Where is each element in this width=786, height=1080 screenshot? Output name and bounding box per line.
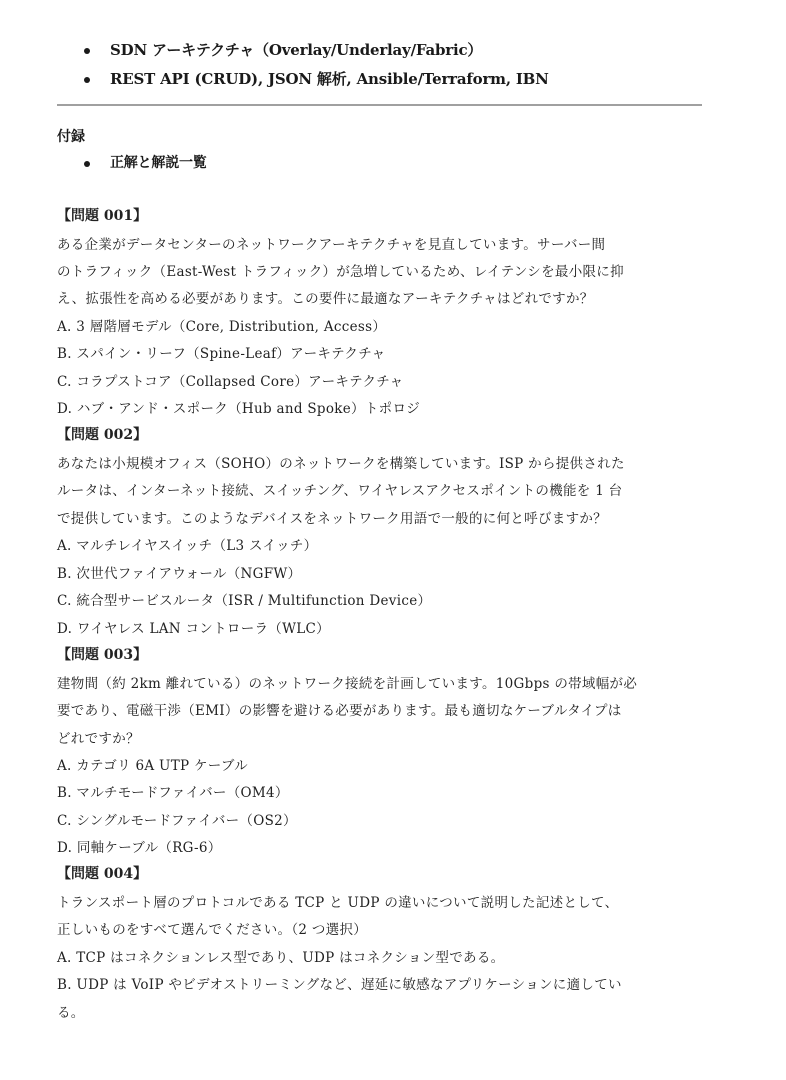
question-001-text-line: ある企業がデータセンターのネットワークアーキテクチャを見直しています。サーバー間 — [57, 237, 606, 253]
bullet-dot-icon — [84, 48, 90, 54]
question-002-text-line: ルータは、インターネット接続、スイッチング、ワイヤレスアクセスポイントの機能を 1 台 — [57, 483, 623, 499]
question-002-option-d: D. ワイヤレス LAN コントローラ（WLC） — [57, 621, 330, 637]
question-003-heading: 【問題 003】 — [57, 647, 148, 663]
question-002-option-b: B. 次世代ファイアウォール（NGFW） — [57, 566, 302, 582]
question-003-option-a: A. カテゴリ 6A UTP ケーブル — [57, 758, 248, 774]
question-004-option-a: A. TCP はコネクションレス型であり、UDP はコネクション型である。 — [57, 950, 505, 966]
question-001-option-b: B. スパイン・リーフ（Spine-Leaf）アーキテクチャ — [57, 346, 386, 362]
question-003-option-d: D. 同軸ケーブル（RG-6） — [57, 840, 222, 856]
bullet-item-rest-api: REST API (CRUD), JSON 解析, Ansible/Terraform, IBN — [110, 70, 549, 88]
question-002-text-line: あなたは小規模オフィス（SOHO）のネットワークを構築しています。ISP から提供された — [57, 456, 625, 472]
question-003-option-b: B. マルチモードファイバー（OM4） — [57, 785, 289, 801]
question-001-option-c: C. コラプストコア（Collapsed Core）アーキテクチャ — [57, 374, 404, 390]
bullet-item-sdn: SDN アーキテクチャ（Overlay/Underlay/Fabric） — [110, 41, 483, 59]
question-002-heading: 【問題 002】 — [57, 427, 148, 443]
question-003-text-line: 建物間（約 2km 離れている）のネットワーク接続を計画しています。10Gbps の帯域幅が必 — [57, 676, 638, 692]
question-003-text-line: どれですか？ — [57, 731, 140, 747]
question-001-option-d: D. ハブ・アンド・スポーク（Hub and Spoke）トポロジ — [57, 401, 421, 417]
question-004-heading: 【問題 004】 — [57, 866, 148, 882]
question-003-option-c: C. シングルモードファイバー（OS2） — [57, 813, 297, 829]
question-001-heading: 【問題 001】 — [57, 208, 148, 224]
bullet-dot-icon — [84, 161, 90, 167]
question-001-text-line: え、拡張性を高める必要があります。この要件に最適なアーキテクチャはどれですか？ — [57, 291, 594, 307]
question-002-text-line: で提供しています。このようなデバイスをネットワーク用語で一般的に何と呼びますか？ — [57, 511, 607, 527]
question-001-option-a: A. 3 層階層モデル（Core, Distribution, Access） — [57, 319, 387, 335]
question-004-option-b-continued: る。 — [57, 1005, 85, 1021]
question-004-text-line: 正しいものをすべて選んでください。（2 つ選択） — [57, 922, 368, 938]
appendix-item-answers: 正解と解説一覧 — [110, 155, 207, 171]
question-003-text-line: 要であり、電磁干渉（EMI）の影響を避ける必要があります。最も適切なケーブルタイプは — [57, 703, 622, 719]
question-004-text-line: トランスポート層のプロトコルである TCP と UDP の違いについて説明した記述として、 — [57, 895, 619, 911]
bullet-dot-icon — [84, 77, 90, 83]
appendix-heading: 付録 — [57, 129, 85, 145]
question-001-text-line: のトラフィック（East-West トラフィック）が急増しているため、レイテンシを最小限に抑 — [57, 264, 624, 280]
question-002-option-c: C. 統合型サービスルータ（ISR / Multifunction Device） — [57, 593, 432, 609]
section-divider — [57, 104, 702, 106]
question-002-option-a: A. マルチレイヤスイッチ（L3 スイッチ） — [57, 538, 318, 554]
question-004-option-b: B. UDP は VoIP やビデオストリーミングなど、遅延に敏感なアプリケーションに適してい — [57, 977, 622, 993]
